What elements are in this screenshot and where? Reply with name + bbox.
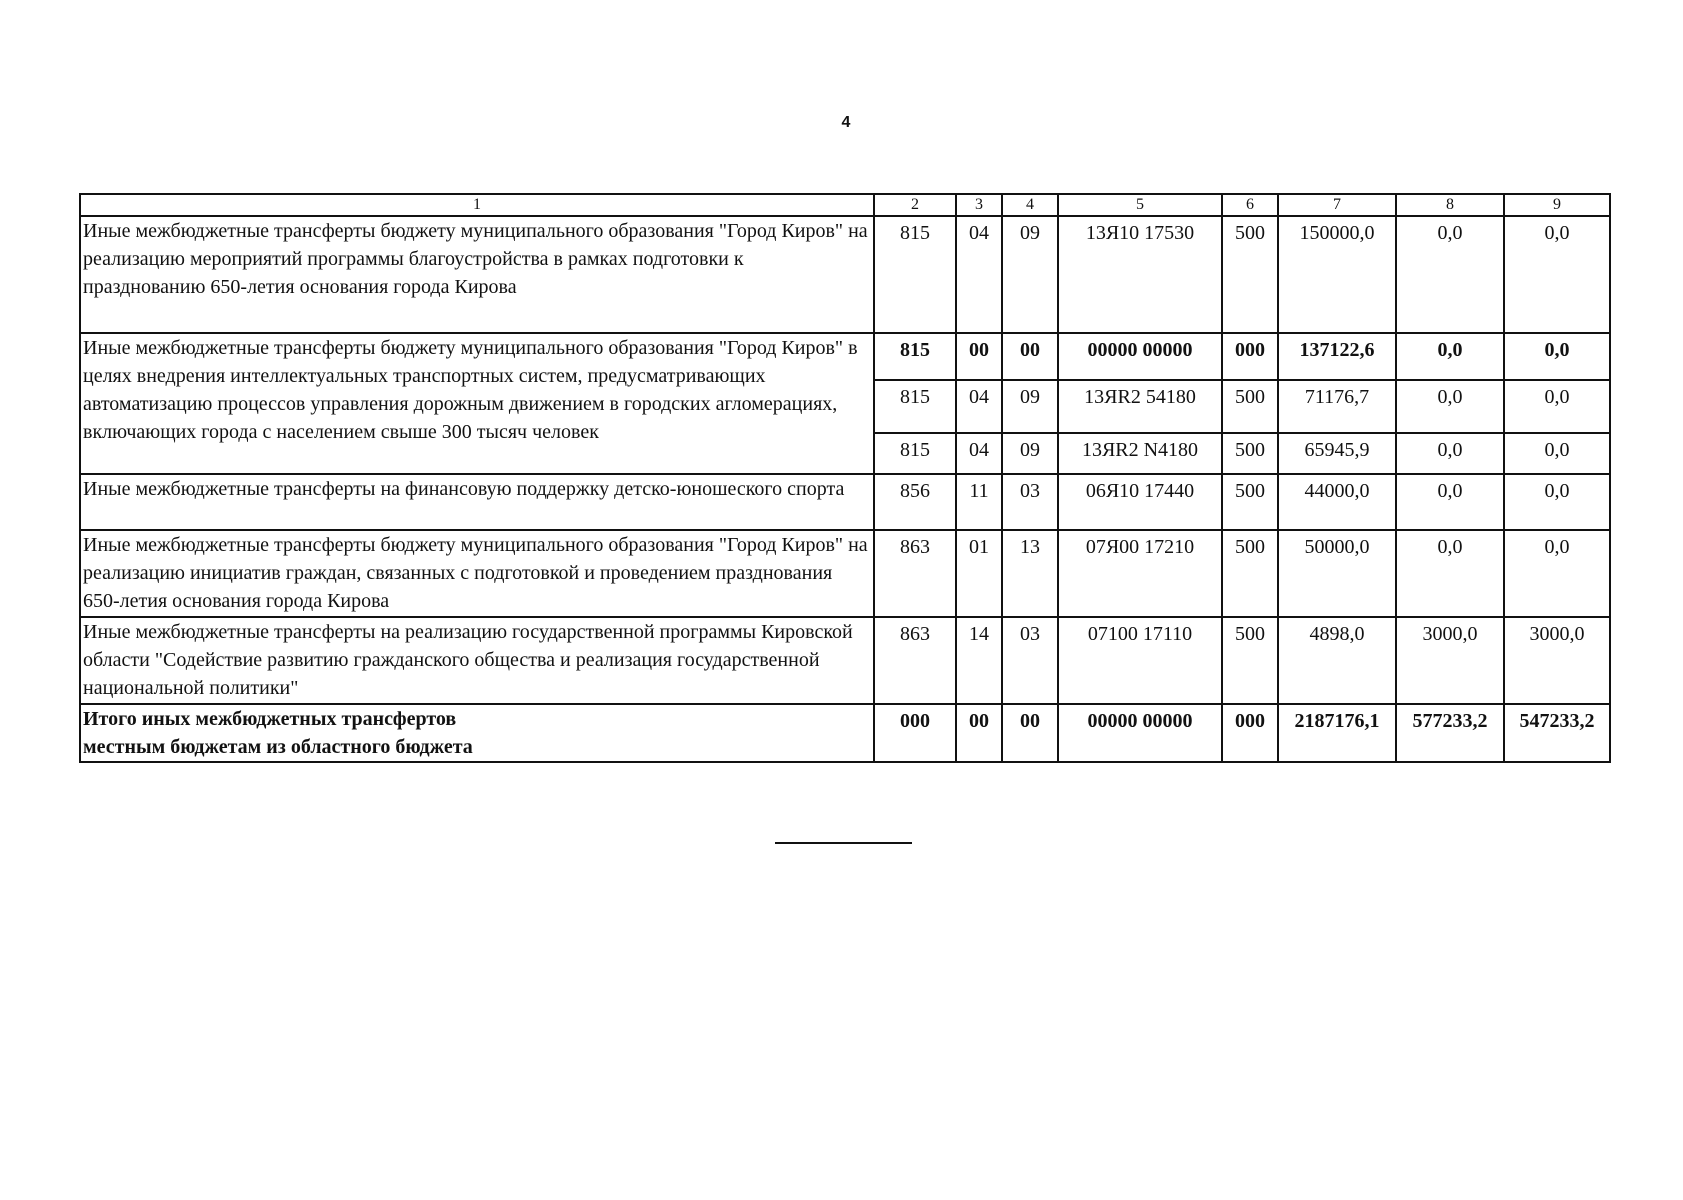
cell-amount-year3: 0,0	[1504, 474, 1610, 530]
cell-ministry-code: 000	[874, 704, 956, 762]
cell-subsection: 09	[1002, 433, 1058, 474]
cell-subsection: 00	[1002, 333, 1058, 380]
cell-amount-year1: 50000,0	[1278, 530, 1396, 617]
cell-amount-year2: 0,0	[1396, 333, 1504, 380]
cell-amount-year1: 137122,6	[1278, 333, 1396, 380]
cell-amount-year1: 44000,0	[1278, 474, 1396, 530]
table-row	[80, 474, 1610, 530]
column-number: 4	[1002, 194, 1058, 216]
cell-amount-year2: 0,0	[1396, 380, 1504, 433]
column-number: 2	[874, 194, 956, 216]
cell-amount-year3: 0,0	[1504, 433, 1610, 474]
cell-amount-year3: 0,0	[1504, 380, 1610, 433]
cell-amount-year2: 577233,2	[1396, 704, 1504, 762]
cell-amount-year3: 3000,0	[1504, 617, 1610, 704]
table-row	[80, 530, 1610, 617]
column-number: 5	[1058, 194, 1222, 216]
cell-amount-year1: 65945,9	[1278, 433, 1396, 474]
cell-subsection: 03	[1002, 474, 1058, 530]
column-number: 3	[956, 194, 1002, 216]
cell-amount-year1: 71176,7	[1278, 380, 1396, 433]
cell-section: 04	[956, 433, 1002, 474]
table-row	[80, 617, 1610, 704]
cell-amount-year1: 2187176,1	[1278, 704, 1396, 762]
cell-expense-type: 000	[1222, 333, 1278, 380]
total-label-line2: местным бюджетам из областного бюджета	[83, 736, 473, 758]
cell-ministry-code: 863	[874, 617, 956, 704]
cell-ministry-code: 856	[874, 474, 956, 530]
total-description	[80, 704, 874, 762]
cell-amount-year3: 0,0	[1504, 333, 1610, 380]
cell-target-article: 06Я10 17440	[1058, 474, 1222, 530]
cell-subsection: 03	[1002, 617, 1058, 704]
cell-section: 01	[956, 530, 1002, 617]
cell-expense-type: 500	[1222, 433, 1278, 474]
column-number: 6	[1222, 194, 1278, 216]
cell-expense-type: 500	[1222, 474, 1278, 530]
column-number: 8	[1396, 194, 1504, 216]
cell-subsection: 13	[1002, 530, 1058, 617]
total-row	[80, 704, 1610, 762]
cell-subsection: 09	[1002, 380, 1058, 433]
cell-amount-year3: 0,0	[1504, 530, 1610, 617]
cell-subsection: 00	[1002, 704, 1058, 762]
table-row	[80, 216, 1610, 333]
cell-target-article: 07100 17110	[1058, 617, 1222, 704]
cell-target-article: 13ЯR2 N4180	[1058, 433, 1222, 474]
cell-amount-year2: 3000,0	[1396, 617, 1504, 704]
table-row	[80, 333, 1610, 380]
row-description: Иные межбюджетные трансферты на реализацию государственной программы Кировской области "Содействие развитию гражданского общества и реализация государственной национальной политики"	[80, 617, 874, 704]
cell-amount-year1: 4898,0	[1278, 617, 1396, 704]
cell-amount-year3: 0,0	[1504, 216, 1610, 333]
total-label-line1: Итого иных межбюджетных трансфертов	[83, 708, 457, 730]
end-of-document-rule	[775, 842, 912, 844]
cell-target-article: 13Я10 17530	[1058, 216, 1222, 333]
cell-amount-year3: 547233,2	[1504, 704, 1610, 762]
cell-ministry-code: 815	[874, 216, 956, 333]
page-number: 4	[841, 114, 851, 131]
column-number: 1	[80, 194, 874, 216]
cell-ministry-code: 863	[874, 530, 956, 617]
row-description: Иные межбюджетные трансферты бюджету муниципального образования "Город Киров" на реализацию мероприятий программы благоустройства в рамках подготовки к празднованию 650-летия основания города Кирова	[80, 216, 874, 333]
cell-subsection: 09	[1002, 216, 1058, 333]
cell-amount-year2: 0,0	[1396, 474, 1504, 530]
column-number: 9	[1504, 194, 1610, 216]
cell-section: 11	[956, 474, 1002, 530]
cell-amount-year2: 0,0	[1396, 530, 1504, 617]
cell-expense-type: 500	[1222, 617, 1278, 704]
row-description: Иные межбюджетные трансферты бюджету муниципального образования "Город Киров" в целях внедрения интеллектуальных транспортных систем, предусматривающих автоматизацию процессов управления дорожным движением в городских агломерациях, включающих города с населением свыше 300 тысяч человек	[80, 333, 874, 474]
cell-expense-type: 500	[1222, 380, 1278, 433]
cell-section: 00	[956, 333, 1002, 380]
cell-target-article: 13ЯR2 54180	[1058, 380, 1222, 433]
row-description: Иные межбюджетные трансферты на финансовую поддержку детско-юношеского спорта	[80, 474, 874, 530]
cell-expense-type: 500	[1222, 216, 1278, 333]
column-number: 7	[1278, 194, 1396, 216]
cell-section: 04	[956, 380, 1002, 433]
cell-target-article: 00000 00000	[1058, 333, 1222, 380]
cell-section: 14	[956, 617, 1002, 704]
cell-amount-year2: 0,0	[1396, 216, 1504, 333]
cell-expense-type: 000	[1222, 704, 1278, 762]
row-description: Иные межбюджетные трансферты бюджету муниципального образования "Город Киров" на реализацию инициатив граждан, связанных с подготовкой и проведением празднования 650-летия основания города Кирова	[80, 530, 874, 617]
budget-table	[79, 193, 1611, 763]
cell-ministry-code: 815	[874, 333, 956, 380]
cell-ministry-code: 815	[874, 433, 956, 474]
cell-section: 00	[956, 704, 1002, 762]
cell-section: 04	[956, 216, 1002, 333]
cell-ministry-code: 815	[874, 380, 956, 433]
cell-expense-type: 500	[1222, 530, 1278, 617]
cell-target-article: 00000 00000	[1058, 704, 1222, 762]
cell-target-article: 07Я00 17210	[1058, 530, 1222, 617]
cell-amount-year2: 0,0	[1396, 433, 1504, 474]
cell-amount-year1: 150000,0	[1278, 216, 1396, 333]
column-number-row	[80, 194, 1610, 216]
